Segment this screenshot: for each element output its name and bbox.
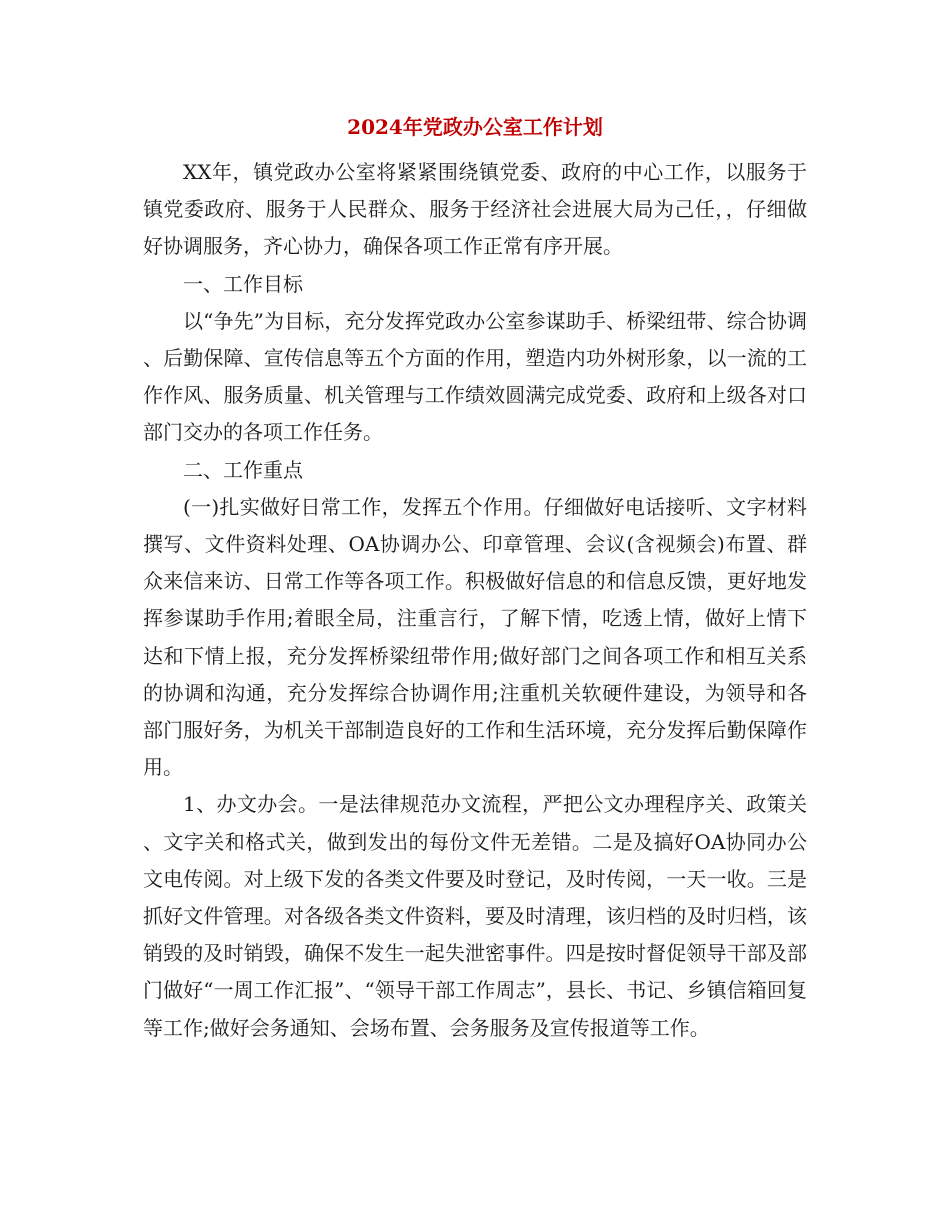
daily-work-paragraph: (一)扎实做好日常工作，发挥五个作用。仔细做好电话接听、文字材料撰写、文件资料处理、OA协调办公、印章管理、会议(含视频会)布置、群众来信来访、日常工作等各项工作。积极做好信息的和信息反馈，更好地发挥参谋助手作用;着眼全局，注重言行，了解下情，吃透上情，做好上情下达和下情上报，充分发挥桥梁纽带作用;做好部门之间各项工作和相互关系的协调和沟通，充分发挥综合协调作用;注重机关软硬件建设，为领导和各部门服好务，为机关干部制造良好的工作和生活环境，充分发挥后勤保障作用。 [143,494,807,780]
intro-paragraph: XX年，镇党政办公室将紧紧围绕镇党委、政府的中心工作，以服务于镇党委政府、服务于人民群众、服务于经济社会进展大局为己任，，仔细做好协调服务，齐心协力，确保各项工作正常有序开展。 [143,160,807,259]
document-title: 2024年党政办公室工作计划 [347,115,603,139]
goals-paragraph: 以“争先”为目标，充分发挥党政办公室参谋助手、桥梁纽带、综合协调、后勤保障、宣传信息等五个方面的作用，塑造内功外树形象，以一流的工作作风、服务质量、机关管理与工作绩效圆满完成党委、政府和上级各对口部门交办的各项工作任务。 [143,308,807,445]
section-heading-focus: 二、工作重点 [183,457,303,482]
document-meeting-paragraph: 1、办文办会。一是法律规范办文流程，严把公文办理程序关、政策关、文字关和格式关，做到发出的每份文件无差错。二是及搞好OA协同办公文电传阅。对上级下发的各类文件要及时登记，及时传阅，一天一收。三是抓好文件管理。对各级各类文件资料，要及时清理，该归档的及时归档，该销毁的及时销毁，确保不发生一起失泄密事件。四是按时督促领导干部及部门做好“一周工作汇报”、“领导干部工作周志”，县长、书记、乡镇信箱回复等工作;做好会务通知、会场布置、会务服务及宣传报道等工作。 [143,792,807,1040]
section-heading-goals: 一、工作目标 [183,271,303,296]
document-body [143,154,807,1047]
